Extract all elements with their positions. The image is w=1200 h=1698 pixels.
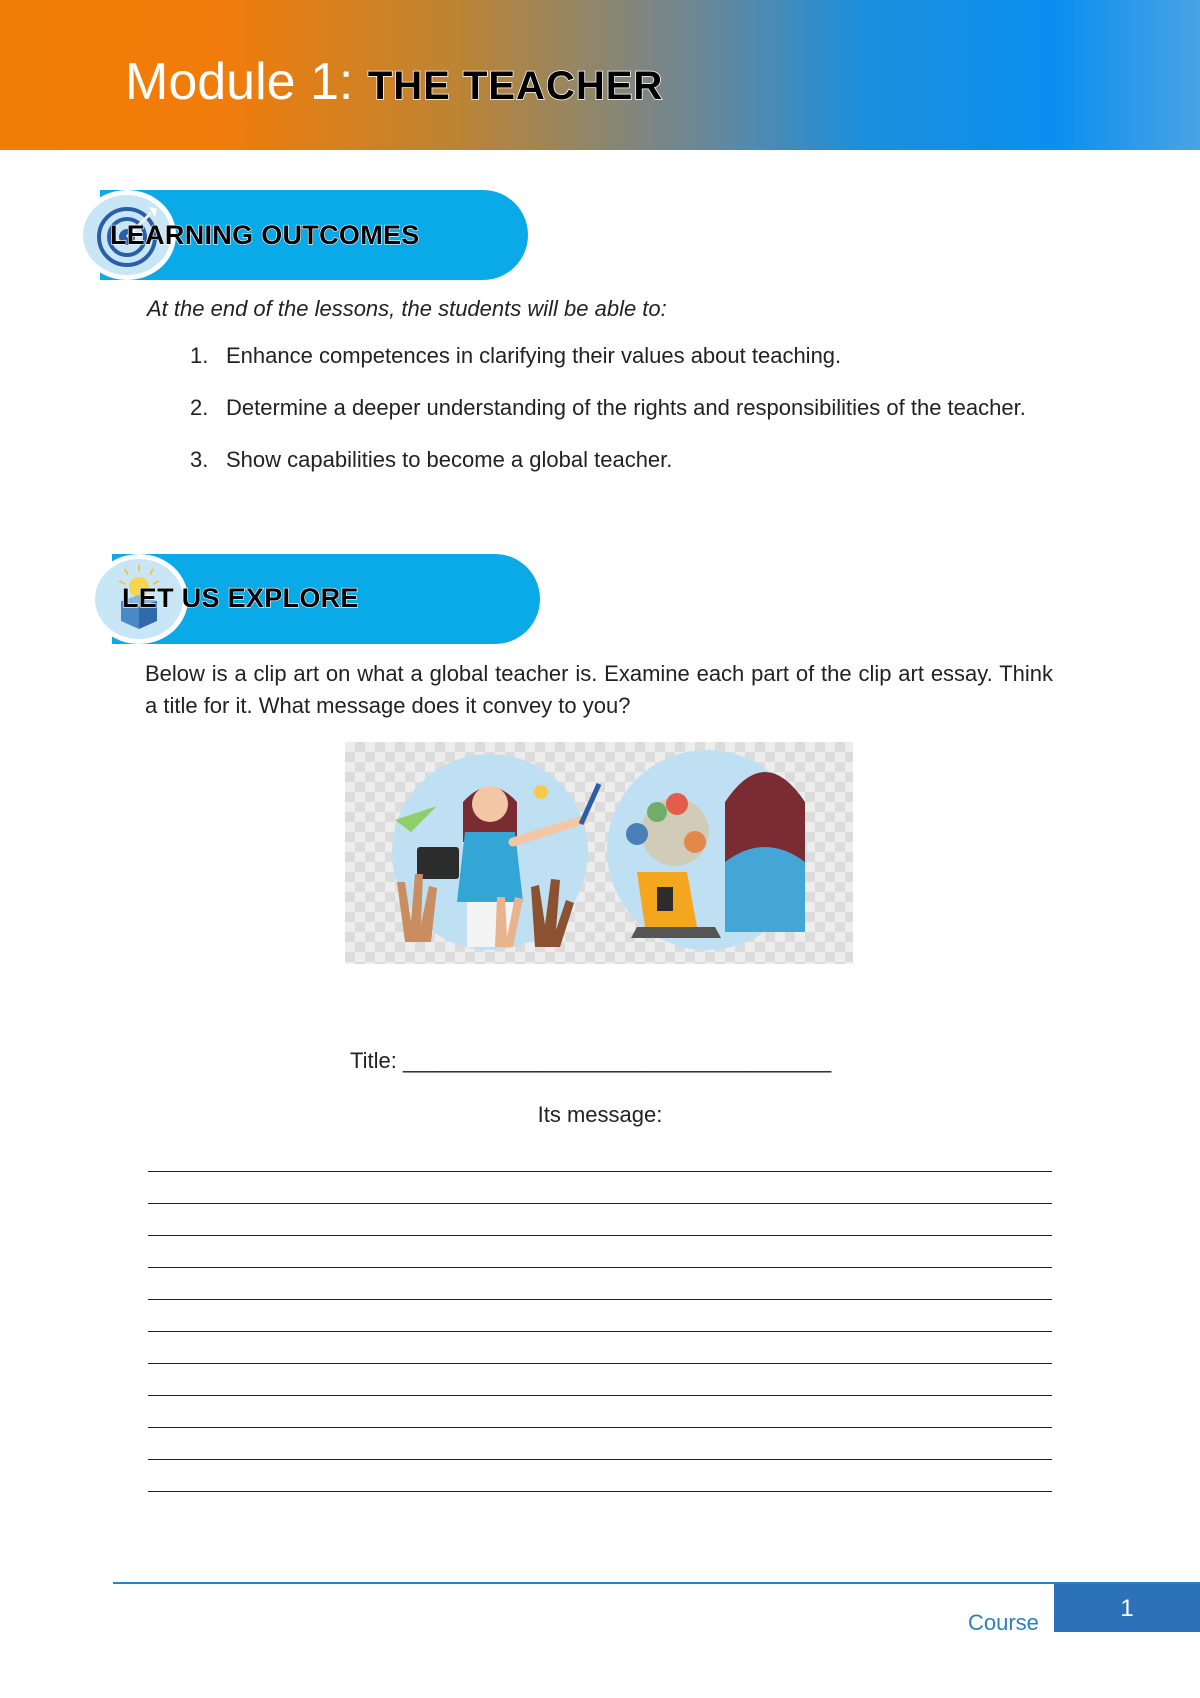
module-title-prefix: Module 1: xyxy=(125,53,354,111)
title-blank: Title: ___________________________________ xyxy=(350,1048,832,1073)
answer-line xyxy=(148,1300,1052,1332)
list-item-number: 3. xyxy=(190,447,209,472)
message-answer-lines xyxy=(148,1140,1052,1492)
let-us-explore-heading: LET US EXPLORE xyxy=(122,583,359,613)
module-title xyxy=(125,53,664,111)
message-label: Its message: xyxy=(537,1102,663,1127)
answer-line xyxy=(148,1428,1052,1460)
list-item xyxy=(190,444,1054,476)
list-item xyxy=(190,392,1054,424)
list-item-text: Determine a deeper understanding of the rights and responsibilities of the teacher. xyxy=(226,395,1026,420)
answer-line xyxy=(148,1204,1052,1236)
answer-line xyxy=(148,1364,1052,1396)
page-number: 1 xyxy=(1120,1595,1134,1622)
learning-outcomes-heading: LEARNING OUTCOMES xyxy=(110,220,420,250)
header-band xyxy=(0,0,1200,150)
answer-line xyxy=(148,1460,1052,1492)
answer-line xyxy=(148,1332,1052,1364)
answer-line xyxy=(148,1268,1052,1300)
outcomes-intro: At the end of the lessons, the students will be able to: xyxy=(147,296,667,321)
answer-line xyxy=(148,1236,1052,1268)
answer-line xyxy=(148,1172,1052,1204)
global-teacher-clipart xyxy=(345,742,853,964)
answer-line xyxy=(148,1396,1052,1428)
footer-rule xyxy=(113,1582,1200,1584)
module-title-main: THE TEACHER xyxy=(367,64,664,108)
list-item-number: 1. xyxy=(190,343,209,368)
page-number-box xyxy=(1054,1584,1200,1632)
list-item-text: Show capabilities to become a global teacher. xyxy=(226,447,673,472)
list-item-number: 2. xyxy=(190,395,209,420)
list-item xyxy=(190,340,1054,372)
outcomes-list xyxy=(190,340,1054,496)
answer-line xyxy=(148,1140,1052,1172)
explore-instructions: Below is a clip art on what a global teacher is. Examine each part of the clip art essay. Think a title for it. What message does it convey to you? xyxy=(145,661,1053,718)
list-item-text: Enhance competences in clarifying their values about teaching. xyxy=(226,343,842,368)
footer-course-label: Course xyxy=(968,1610,1039,1635)
